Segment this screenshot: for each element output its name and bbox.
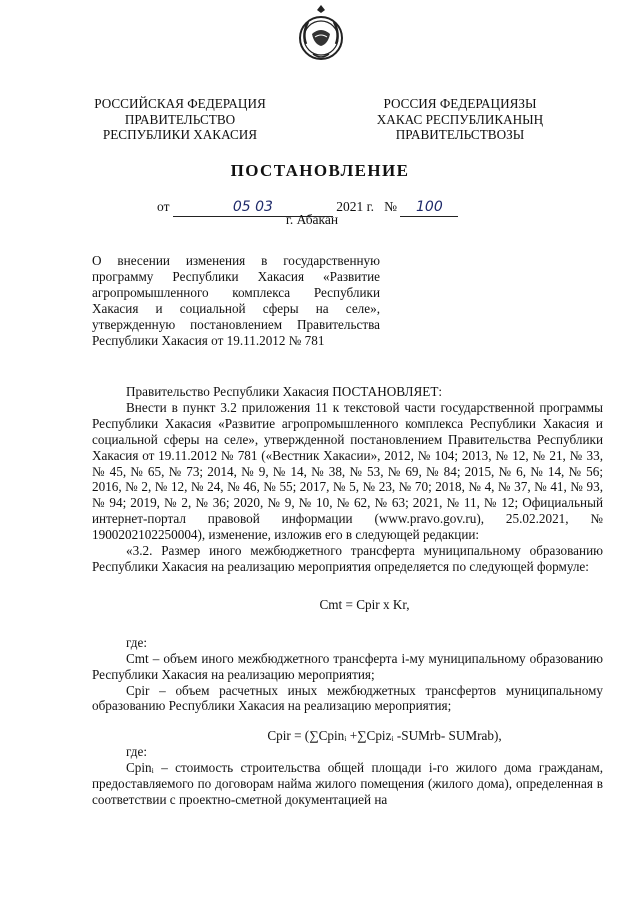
city: г. Абакан <box>285 212 339 227</box>
document-body <box>92 384 603 808</box>
header-right-line: ПРАВИТЕЛЬСТВОЗЫ <box>395 127 525 142</box>
number-sign: № <box>384 199 398 214</box>
formula: Cmt = Cpir x Kr, <box>319 596 410 612</box>
header-right-line: РОССИЯ ФЕДЕРАЦИЯЗЫ <box>383 96 537 111</box>
where-label: где: <box>126 634 147 650</box>
paragraph: Cmt – объем иного межбюджетного трансферта i-му муниципальному образованию Республики Хакасия на реализацию мероприятия; <box>92 650 603 682</box>
where-label: где: <box>126 744 147 760</box>
paragraph: Внести в пункт 3.2 приложения 11 к текстовой части государственной программы Республики Хакасия «Развитие агропромышленного комплекса Республики Хакасия и социальной сферы на селе», утвержденной постановлением Правительства Республики Хакасия от 19.11.2012 № 781 («Вестник Хакасии», 2012, № 104; 2013, № 12, № 21, № 33, № 45, № 65, № 73; 2014, № 9, № 14, № 38, № 53, № 69, № 84; 2015, № 6, № 14, № 56; 2016, № 2, № 12, № 24, № 46, № 55; 2017, № 5, № 23, № 70; 2018, № 4, № 37, № 41, № 93, № 94; 2019, № 2, № 36; 2020, № 9, № 10, № 62, № 63; 2021, № 11, № 12; Официальный интернет-портал правовой информации (www.pravo.gov.ru), 25.02.2021, № 1900202102250004), изменение, изложив его в следующей редакции: <box>92 399 603 543</box>
date-year: 2021 г. <box>336 199 374 214</box>
document-title: ПОСТАНОВЛЕНИЕ <box>230 161 410 180</box>
paragraph: Правительство Республики Хакасия ПОСТАНОВЛЯЕТ: <box>126 384 443 399</box>
paragraph: Cpinᵢ – стоимость строительства общей площади i-го жилого дома гражданам, предоставляемого по договорам найма жилого помещения (жилого дома), определенная в соответствии с проектно-сметной документацией на <box>92 760 603 807</box>
header-right <box>345 96 575 143</box>
handwritten-date: 05 03 <box>173 201 333 217</box>
date-prefix: от <box>157 199 170 214</box>
header-left-line: РЕСПУБЛИКИ ХАКАСИЯ <box>102 127 258 142</box>
header-left-line: ПРАВИТЕЛЬСТВО <box>124 111 236 127</box>
city-line <box>0 212 640 228</box>
header-right-line: ХАКАС РЕСПУБЛИКАНЫҢ <box>376 111 544 127</box>
coat-of-arms-emblem <box>298 4 344 64</box>
header-left <box>70 96 290 143</box>
formula: Cpir = (∑Cpinᵢ +∑Cpizᵢ -SUMrb- SUMrab), <box>267 728 502 744</box>
paragraph: «3.2. Размер иного межбюджетного трансферта муниципальному образованию Республики Хакасия на реализацию мероприятия определяется по следующей формуле: <box>92 543 603 574</box>
paragraph: Cpir – объем расчетных иных межбюджетных трансфертов муниципальному образованию Республики Хакасия на реализацию мероприятия; <box>92 682 603 714</box>
document-subject: О внесении изменения в государственную программу Республики Хакасия «Развитие агропромышленного комплекса Республики Хакасия и социальной сферы на селе», утвержденную постановлением Правительства Республики Хакасия от 19.11.2012 № 781 <box>92 253 380 348</box>
handwritten-number: 100 <box>400 201 458 217</box>
header-left-line: РОССИЙСКАЯ ФЕДЕРАЦИЯ <box>94 96 266 111</box>
